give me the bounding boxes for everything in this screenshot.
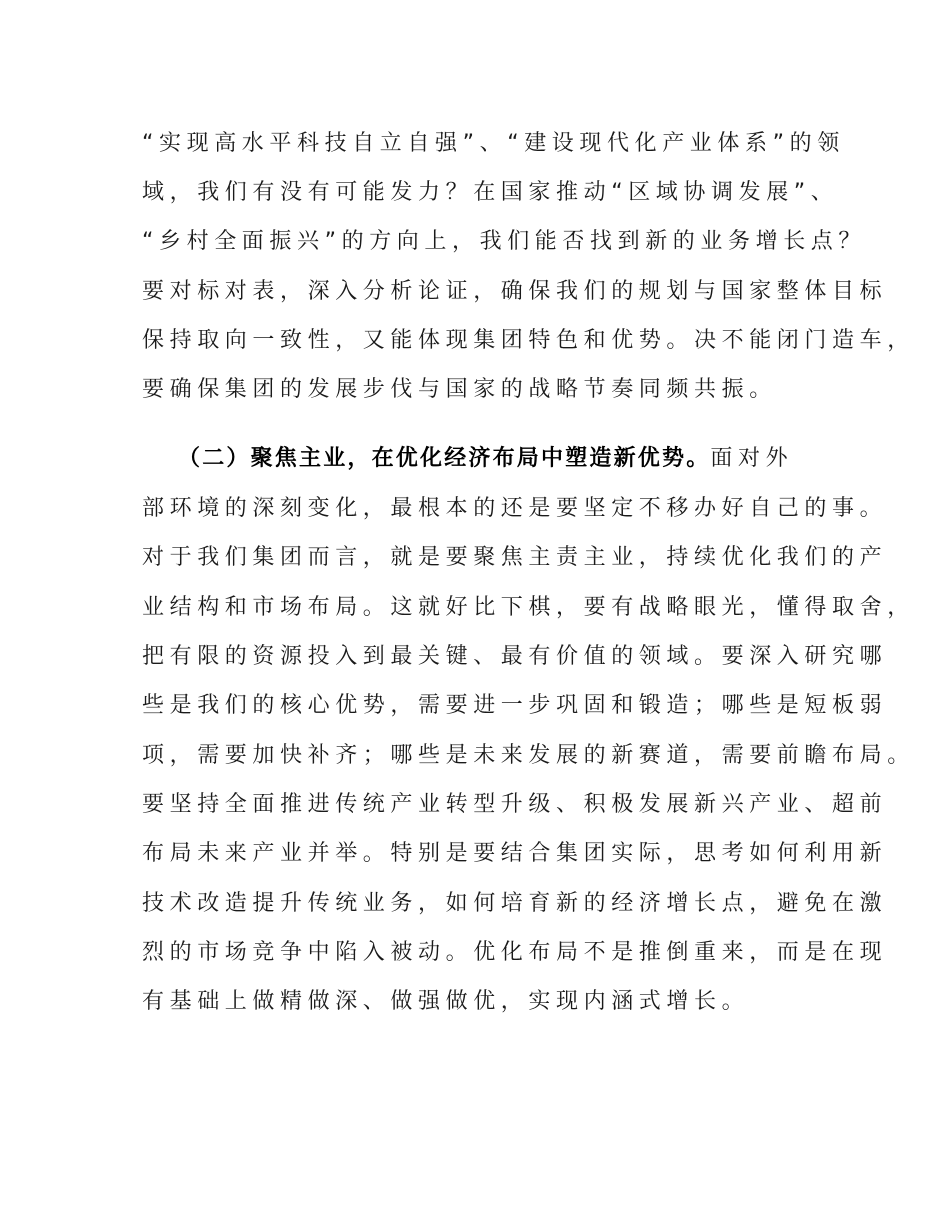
paragraph-line: “乡村全面振兴”的方向上，我们能否找到新的业务增长点？ [142, 229, 866, 254]
paragraph-line: 技术改造提升传统业务，如何培育新的经济增长点，避免在激 [142, 891, 888, 916]
paragraph-line: 保持取向一致性，又能体现集团特色和优势。决不能闭门造车， [142, 328, 915, 353]
paragraph-line: 烈的市场竞争中陷入被动。优化布局不是推倒重来，而是在现 [142, 940, 888, 965]
paragraph-line: 部环境的深刻变化，最根本的还是要坚定不移办好自己的事。 [142, 496, 888, 521]
section-heading: （二）聚焦主业，在优化经济布局中塑造新优势。 [178, 446, 711, 471]
paragraph-line-rest: 面对外 [710, 446, 794, 471]
paragraph-line: 对于我们集团而言，就是要聚焦主责主业，持续优化我们的产 [142, 545, 888, 570]
paragraph-first-line [178, 444, 793, 474]
paragraph-line: 些是我们的核心优势，需要进一步巩固和锻造；哪些是短板弱 [142, 693, 888, 718]
paragraph-line: 项，需要加快补齐；哪些是未来发展的新赛道，需要前瞻布局。 [142, 743, 915, 768]
paragraph-line: 有基础上做精做深、做强做优，实现内涵式增长。 [142, 989, 750, 1014]
paragraph-line: 要确保集团的发展步伐与国家的战略节奏同频共振。 [142, 377, 777, 402]
paragraph-line: 要坚持全面推进传统产业转型升级、积极发展新兴产业、超前 [142, 792, 888, 817]
paragraph-line: “实现高水平科技自立自强”、“建设现代化产业体系”的领 [142, 131, 845, 156]
paragraph-line: 布局未来产业并举。特别是要结合集团实际，思考如何利用新 [142, 841, 888, 866]
paragraph-line: 把有限的资源投入到最关键、最有价值的领域。要深入研究哪 [142, 644, 888, 669]
paragraph-line: 业结构和市场布局。这就好比下棋，要有战略眼光，懂得取舍， [142, 595, 915, 620]
paragraph-line: 要对标对表，深入分析论证，确保我们的规划与国家整体目标 [142, 279, 888, 304]
paragraph-line: 域，我们有没有可能发力？在国家推动“区域协调发展”、 [142, 180, 839, 205]
